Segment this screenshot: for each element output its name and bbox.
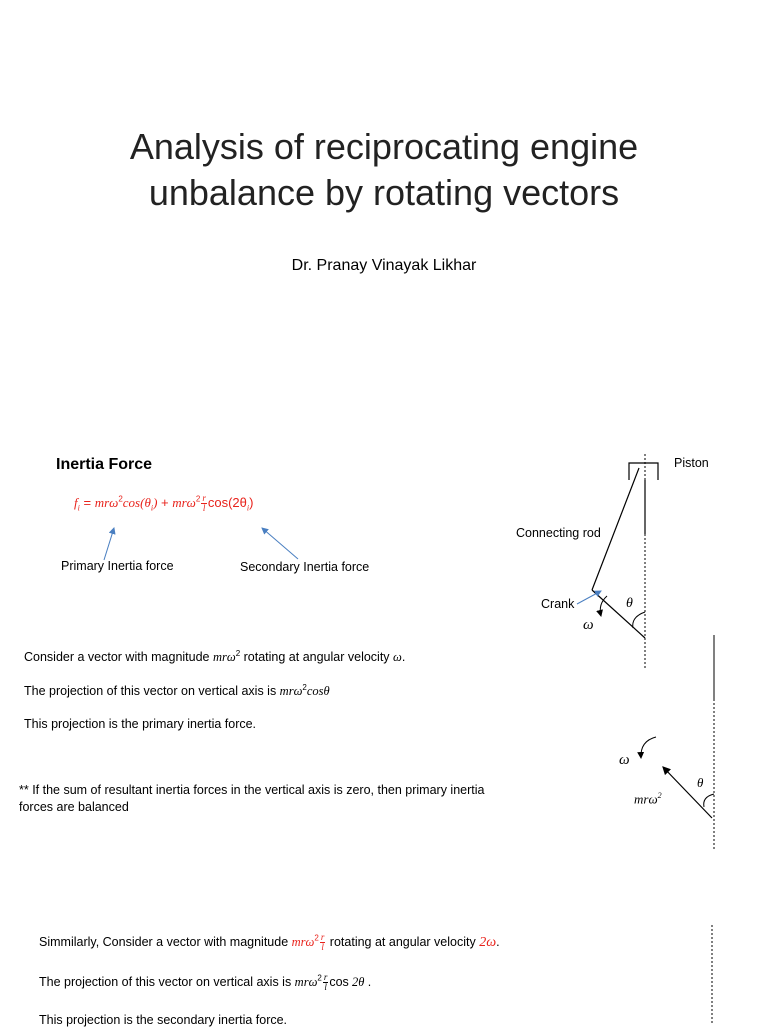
omega-rotation-arrow-2 xyxy=(641,737,656,758)
crank-label: Crank xyxy=(541,597,575,611)
fraction-r-over-l-3: $\frac{r}{l}$ xyxy=(323,972,328,992)
rotating-vector xyxy=(663,767,712,818)
theta-label: θ xyxy=(626,596,633,611)
primary-line-3: This projection is the primary inertia force. xyxy=(24,717,257,731)
title-line-2: unbalance by rotating vectors xyxy=(148,172,620,213)
secondary-inertia-label: Secondary Inertia force xyxy=(240,560,370,574)
primary-vector-diagram xyxy=(641,635,714,850)
balance-note: ** If the sum of resultant inertia forces in the vertical axis is zero, then primary inertia forces are balanced xyxy=(19,783,485,814)
connecting-rod xyxy=(592,468,639,590)
theta-arc-2 xyxy=(704,794,714,807)
theta-arc xyxy=(633,612,645,628)
piston-shape xyxy=(629,463,658,480)
connecting-rod-label: Connecting rod xyxy=(516,526,601,540)
author: Dr. Pranay Vinayak Likhar xyxy=(291,257,477,274)
slider-crank-diagram xyxy=(577,454,658,668)
crank-pointer-arrow xyxy=(577,591,601,604)
piston-label: Piston xyxy=(674,456,709,470)
fraction-r-over-l: $\frac{r}{l}$ xyxy=(202,493,206,513)
primary-line-1: Consider a vector with magnitude mrω$^2$ rotating at angular velocity ω. xyxy=(24,649,406,665)
secondary-line-3: This projection is the secondary inertia force. xyxy=(39,1013,288,1027)
omega-label-2: ω xyxy=(619,752,630,768)
title-line-1: Analysis of reciprocating engine xyxy=(129,126,639,167)
fraction-r-over-l-2: $\frac{r}{l}$ xyxy=(320,932,325,952)
crank-arm xyxy=(592,590,645,638)
secondary-pointer-arrow xyxy=(262,528,298,559)
primary-inertia-label: Primary Inertia force xyxy=(61,559,174,573)
inertia-heading: Inertia Force xyxy=(56,456,153,473)
omega-label: ω xyxy=(583,617,594,633)
inertia-formula: $f_i = mr\omega^2\cos(\theta_i) + mr\omega^2$ $\frac{r}{l}$ $\cos(2\theta_i)$ xyxy=(74,493,254,513)
secondary-line-1: Simmilarly, Consider a vector with magnitude mrω$^2$ $\frac{r}{l}$ rotating at angular velocity 2ω. xyxy=(39,932,500,952)
theta-label-2: θ xyxy=(697,775,704,790)
magnitude-label: mrω$^2$ xyxy=(634,791,662,807)
primary-pointer-arrow xyxy=(104,528,114,560)
primary-line-2: The projection of this vector on vertical axis is mrω$^2$cosθ xyxy=(24,683,330,699)
secondary-line-2: The projection of this vector on vertical axis is mrω$^2$ $\frac{r}{l}$ cos 2θ . xyxy=(39,972,372,992)
